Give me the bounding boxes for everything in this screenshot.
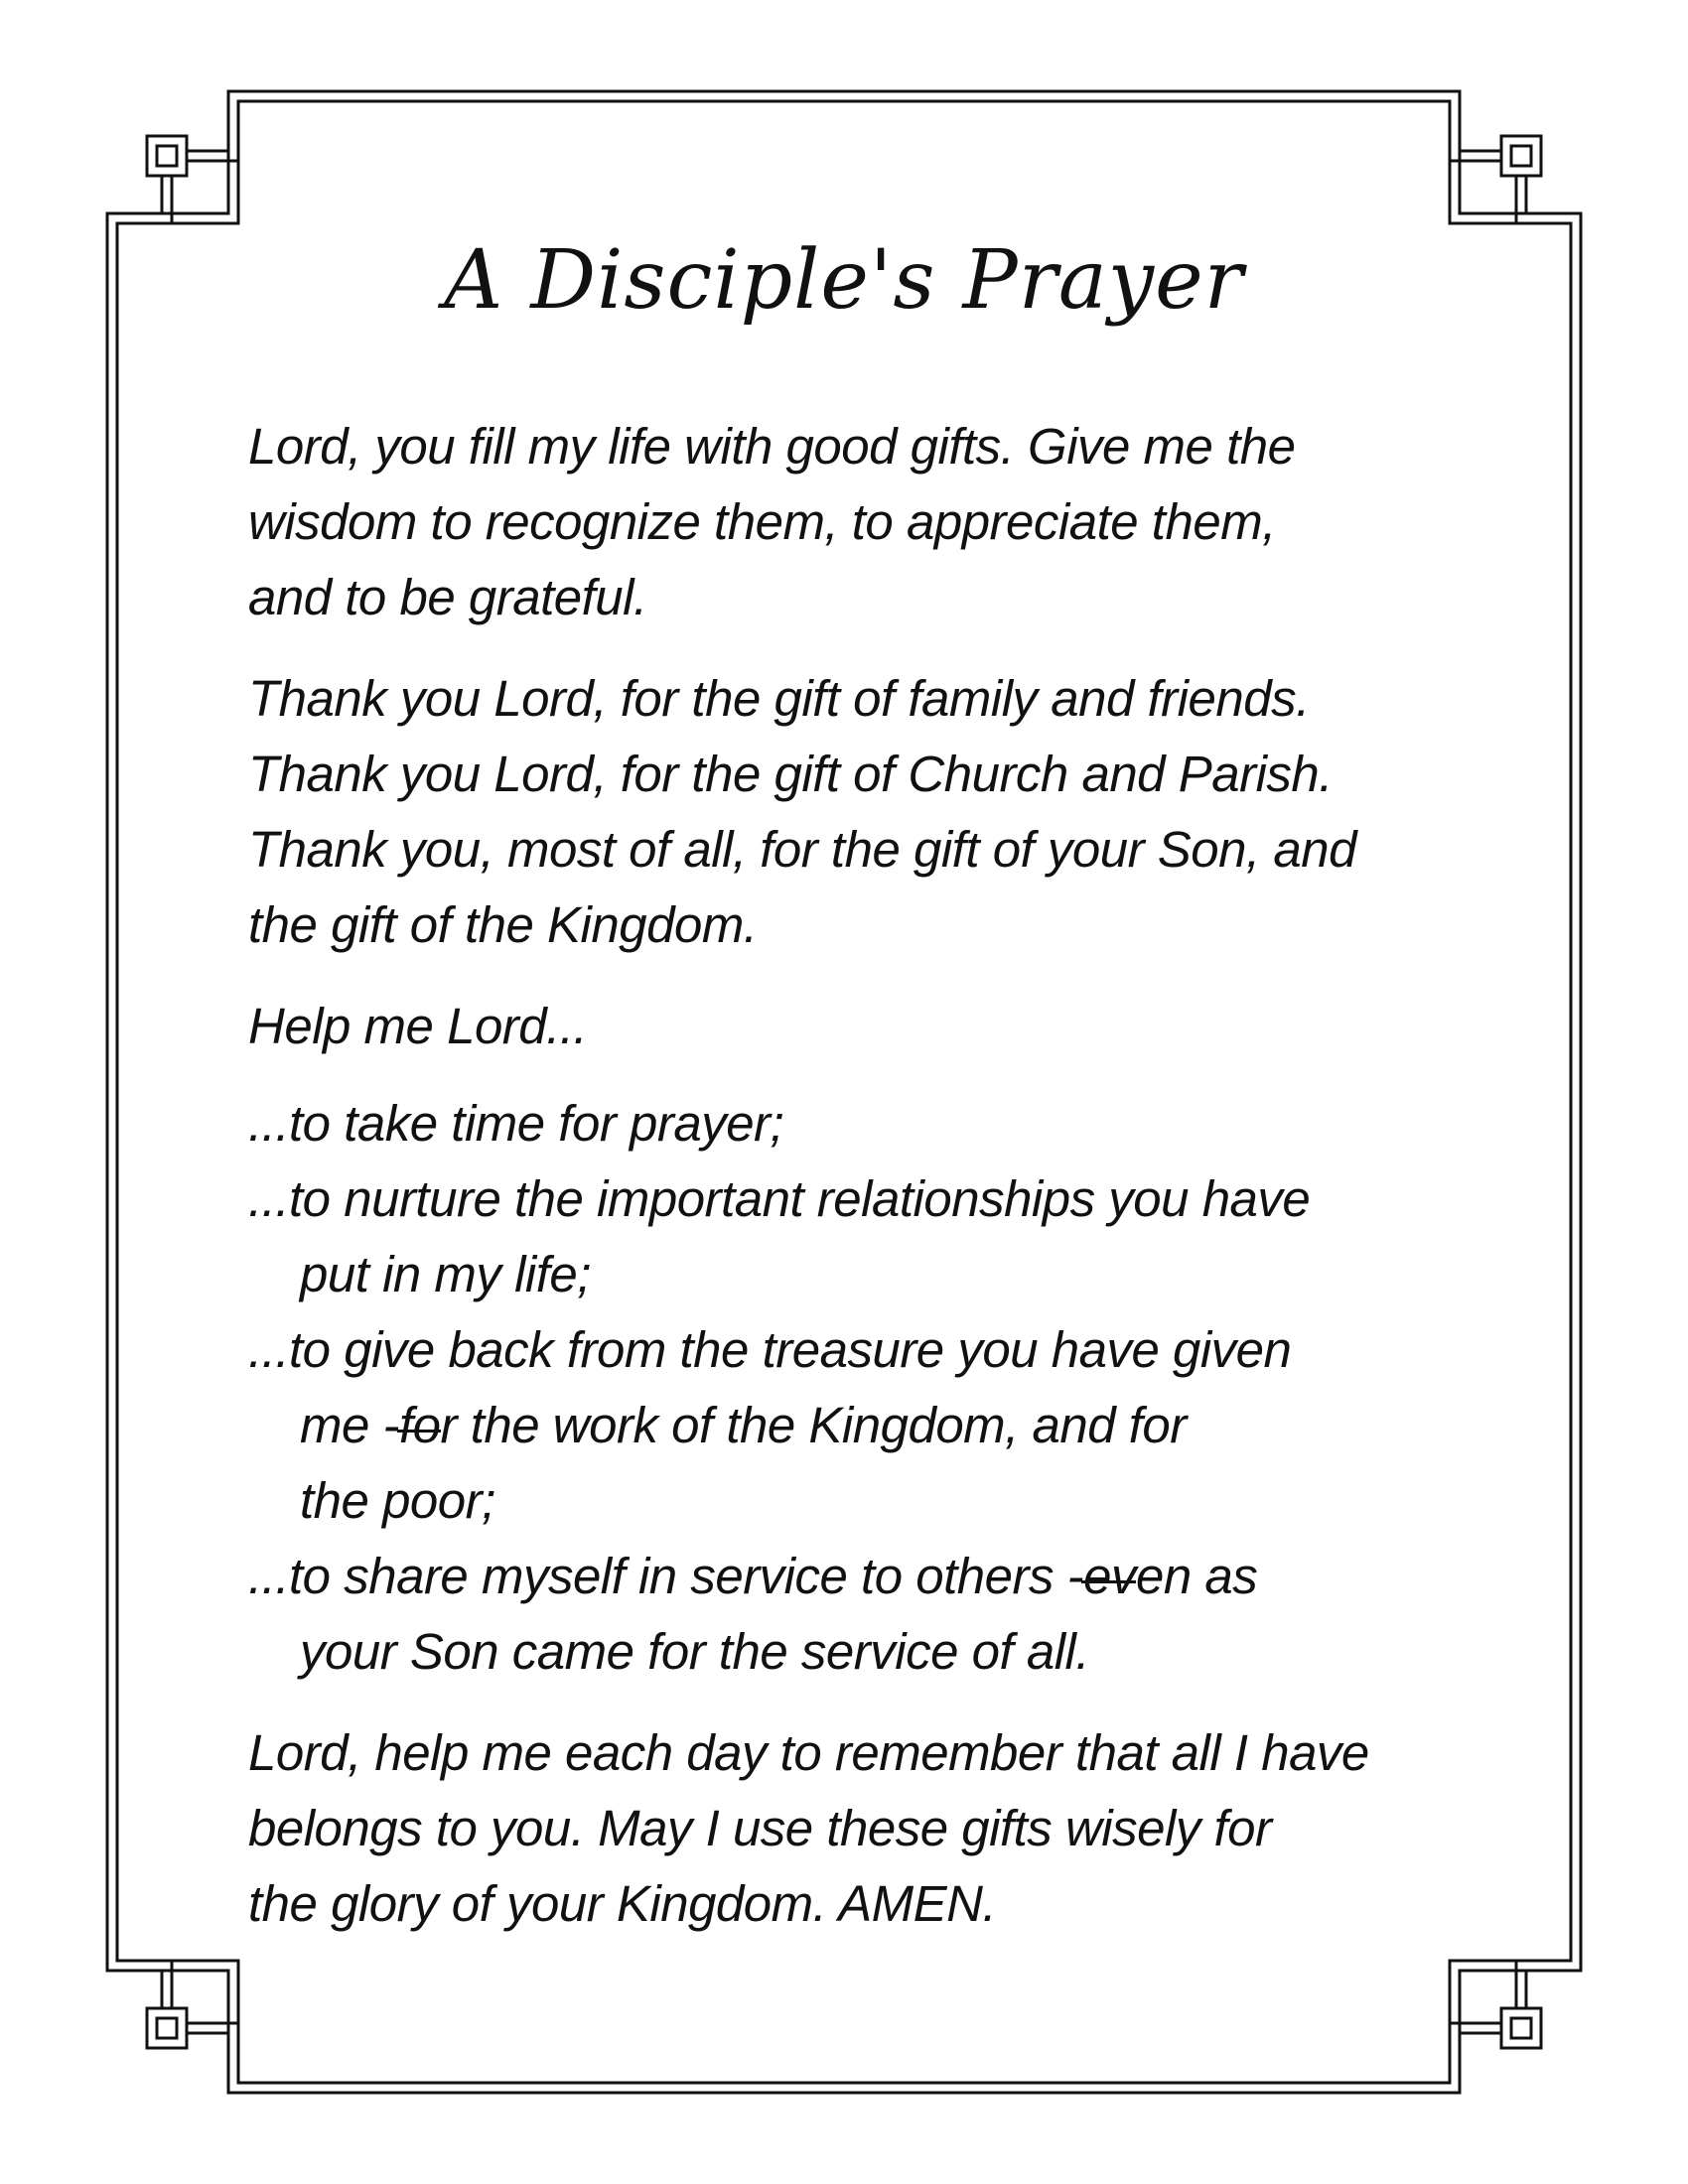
petition4-line1-post: en as bbox=[1136, 1548, 1258, 1604]
petition3-line3: the poor; bbox=[300, 1472, 495, 1529]
petition4-line2: your Son came for the service of all. bbox=[300, 1623, 1090, 1680]
strikethrough-text: ev bbox=[1083, 1539, 1136, 1614]
petition3-line1: ...to give back from the treasure you have given bbox=[248, 1321, 1292, 1378]
stanza1-line3: and to be grateful. bbox=[248, 569, 647, 625]
closing-line1: Lord, help me each day to remember that all I have bbox=[248, 1724, 1369, 1781]
stanza2-line1: Thank you Lord, for the gift of family and friends. bbox=[248, 670, 1310, 727]
stanza2-line4: the gift of the Kingdom. bbox=[248, 896, 758, 953]
stanza2-line2: Thank you Lord, for the gift of Church and Parish. bbox=[248, 746, 1333, 802]
stanza2-line3: Thank you, most of all, for the gift of your Son, and bbox=[248, 821, 1356, 878]
petition1-line1: ...to take time for prayer; bbox=[248, 1095, 784, 1152]
strikethrough-text: fo bbox=[399, 1388, 441, 1463]
closing-line3: the glory of your Kingdom. AMEN. bbox=[248, 1875, 997, 1932]
stanza1-line2: wisdom to recognize them, to appreciate them, bbox=[248, 493, 1276, 550]
petition2-line1: ...to nurture the important relationships you have bbox=[248, 1170, 1311, 1227]
closing-line2: belongs to you. May I use these gifts wisely for bbox=[248, 1800, 1272, 1856]
petition3-line2 bbox=[248, 1388, 1470, 1463]
page-title: A Disciple's Prayer bbox=[444, 233, 1244, 328]
stanza1-line1: Lord, you fill my life with good gifts. Give me the bbox=[248, 418, 1296, 475]
petition4-line1-pre: ...to share myself in service to others - bbox=[248, 1548, 1084, 1604]
petition3-line2-post: r the work of the Kingdom, and for bbox=[440, 1397, 1187, 1453]
petition4-line1 bbox=[248, 1539, 1470, 1614]
intro-line: Help me Lord... bbox=[248, 998, 588, 1054]
petition2-line2: put in my life; bbox=[300, 1246, 591, 1302]
petition3-line2-pre: me - bbox=[300, 1397, 399, 1453]
prayer-body bbox=[248, 409, 1470, 1942]
